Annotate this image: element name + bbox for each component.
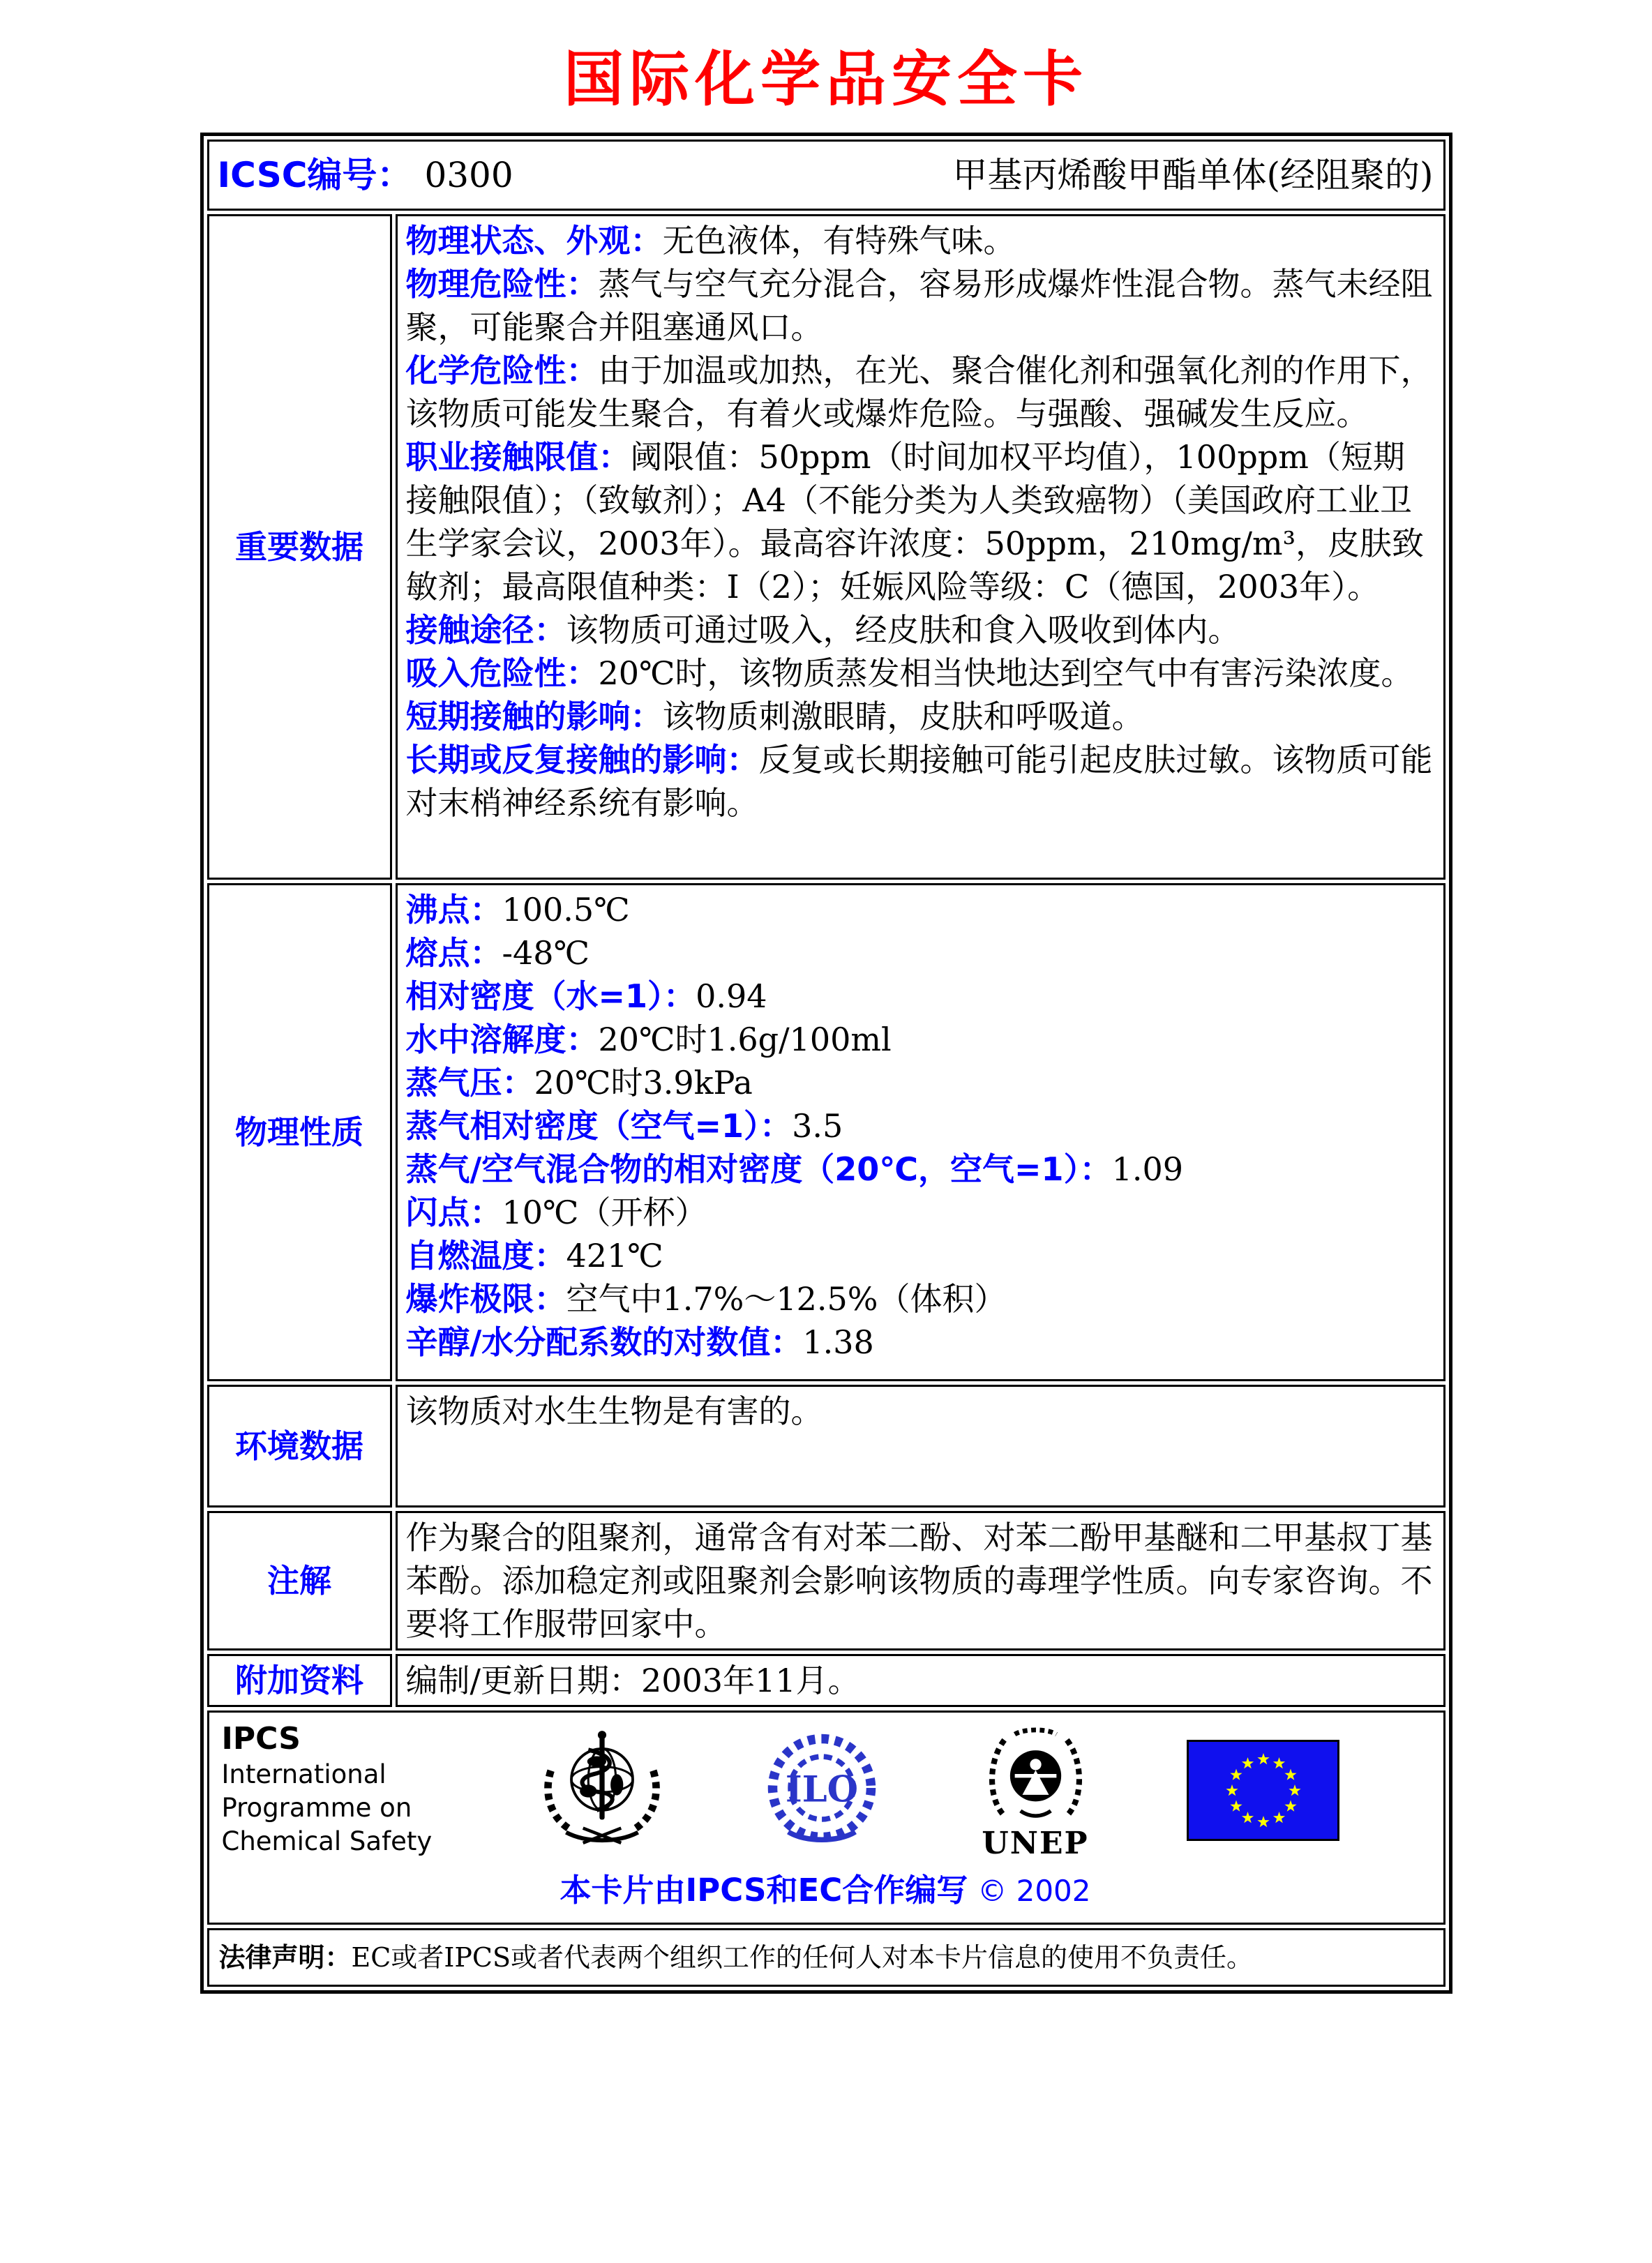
eu-flag-icon (1187, 1740, 1339, 1841)
icsc-number-value: 0300 (424, 155, 513, 195)
environmental-data-text: 该物质对水生生物是有害的。 (405, 1392, 823, 1430)
substance-name: 甲基丙烯酸甲酯单体(经阻聚的) (952, 155, 1434, 195)
table-row-important-data (207, 214, 1446, 880)
legal-notice-label: 法律声明： (218, 1942, 352, 1973)
property-value: 20℃时1.6g/100ml (598, 1021, 892, 1058)
row-label-physical-properties: 物理性质 (207, 883, 392, 1381)
ilo-logo-icon (759, 1727, 885, 1853)
property-label: 水中溶解度： (405, 1021, 599, 1058)
property-label: 爆炸极限： (405, 1280, 566, 1318)
item-text: 阈限值：50ppm（时间加权平均值），100ppm（短期接触限值）；（致敏剂）；A4（不能分类为人类致癌物）（美国政府工业卫生学家会议，2003年）。最高容许浓度：50ppm，210mg/m³，皮肤致敏剂；最高限值种类：I（2）；妊娠风险等级：C（德国，2003年）。 (405, 438, 1425, 606)
row-label-notes: 注解 (207, 1511, 392, 1651)
table-row-environmental-data (207, 1385, 1446, 1508)
item-text: 无色液体，有特殊气味。 (662, 222, 1016, 260)
physical-property (406, 975, 1434, 1018)
logos-cell (207, 1711, 1446, 1925)
notes-cell (396, 1511, 1446, 1651)
property-label: 熔点： (405, 934, 502, 972)
page-title: 国际化学品安全卡 (564, 45, 1088, 114)
physical-properties-cell (396, 883, 1446, 1381)
item-text: 该物质刺激眼睛，皮肤和呼吸道。 (662, 698, 1144, 735)
physical-property (406, 1191, 1434, 1234)
item-label: 接触途径： (405, 611, 566, 649)
additional-info-text: 编制/更新日期：2003年11月。 (405, 1662, 860, 1699)
physical-property (406, 931, 1434, 975)
unep-label: UNEP (982, 1826, 1089, 1861)
property-value: 100.5℃ (502, 891, 630, 928)
legal-cell (207, 1928, 1446, 1987)
ipcs-line: Chemical Safety (221, 1826, 433, 1857)
physical-property (406, 1061, 1434, 1104)
table-row-legal (207, 1928, 1446, 1987)
item-text: 该物质可通过吸入，经皮肤和食入吸收到体内。 (566, 611, 1240, 649)
item-label: 化学危险性： (405, 352, 599, 389)
physical-property (406, 1321, 1434, 1364)
physical-property (406, 1277, 1434, 1321)
row-label-additional-info: 附加资料 (207, 1654, 392, 1707)
ipcs-line: Programme on (221, 1793, 412, 1824)
property-value: -48℃ (502, 934, 590, 972)
property-label: 辛醇/水分配系数的对数值： (405, 1323, 803, 1361)
property-value: 3.5 (792, 1107, 843, 1145)
physical-property (406, 1234, 1434, 1277)
property-value: 空气中1.7%～12.5%（体积） (566, 1280, 1007, 1318)
table-row-additional-info (207, 1654, 1446, 1707)
item-label: 短期接触的影响： (405, 698, 663, 735)
important-data-item (406, 219, 1434, 262)
physical-property (406, 1018, 1434, 1061)
important-data-item (406, 349, 1434, 435)
unep-logo-icon (978, 1721, 1093, 1859)
property-label: 闪点： (405, 1194, 502, 1231)
property-label: 蒸气/空气混合物的相对密度（20℃，空气=1）： (405, 1150, 1112, 1188)
physical-property (406, 1148, 1434, 1191)
icsc-number-group (218, 153, 513, 197)
icsc-card-table (200, 133, 1452, 1994)
ipcs-text-block (222, 1721, 445, 1858)
property-value: 1.38 (802, 1323, 874, 1361)
legal-notice-text: EC或者IPCS或者代表两个组织工作的任何人对本卡片信息的使用不负责任。 (351, 1942, 1254, 1973)
table-row-physical-properties (207, 883, 1446, 1381)
item-label: 职业接触限值： (405, 438, 631, 476)
property-value: 0.94 (696, 977, 767, 1015)
important-data-item (406, 608, 1434, 652)
item-text: 20℃时，该物质蒸发相当快地达到空气中有害污染浓度。 (598, 654, 1413, 692)
property-value: 421℃ (566, 1237, 663, 1275)
notes-text: 作为聚合的阻聚剂，通常含有对苯二酚、对苯二酚甲基醚和二甲基叔丁基苯酚。添加稳定剂或阻聚剂会影响该物质的毒理学性质。向专家咨询。不要将工作服带回家中。 (405, 1519, 1433, 1643)
important-data-item (406, 262, 1434, 349)
property-label: 自燃温度： (405, 1237, 566, 1275)
property-label: 蒸气相对密度（空气=1）： (405, 1107, 793, 1145)
property-value: 10℃（开杯） (502, 1194, 707, 1231)
header-cell (207, 140, 1446, 211)
important-data-cell (396, 214, 1446, 880)
item-text: 由于加温或加热，在光、聚合催化剂和强氧化剂的作用下，该物质可能发生聚合，有着火或爆炸危险。与强酸、强碱发生反应。 (405, 352, 1433, 433)
table-row-notes (207, 1511, 1446, 1651)
physical-property (406, 1104, 1434, 1148)
item-label: 物理状态、外观： (405, 222, 663, 260)
ilo-letters: ILO (785, 1768, 858, 1811)
copyright-text: © 2002 (977, 1874, 1091, 1908)
table-row-header (207, 140, 1446, 211)
important-data-item (406, 435, 1434, 608)
row-label-environmental-data: 环境数据 (207, 1385, 392, 1508)
property-label: 沸点： (405, 891, 502, 928)
item-label: 物理危险性： (405, 265, 599, 303)
who-logo-icon (539, 1727, 666, 1854)
row-label-important-data: 重要数据 (207, 214, 392, 880)
ipcs-acronym: IPCS (221, 1721, 301, 1757)
important-data-item (406, 695, 1434, 738)
item-label: 长期或反复接触的影响： (405, 741, 759, 779)
property-value: 20℃时3.9kPa (534, 1064, 753, 1102)
cooperation-caption (218, 1869, 1434, 1913)
table-row-logos (207, 1711, 1446, 1925)
important-data-item (406, 738, 1434, 825)
icsc-number-label: ICSC编号： (217, 155, 412, 195)
environmental-data-cell (396, 1385, 1446, 1508)
property-value: 1.09 (1111, 1150, 1183, 1188)
additional-info-cell (396, 1654, 1446, 1707)
physical-property (406, 888, 1434, 931)
logos-band (218, 1715, 1434, 1859)
item-text: 蒸气与空气充分混合，容易形成爆炸性混合物。蒸气未经阻聚，可能聚合并阻塞通风口。 (405, 265, 1433, 346)
property-label: 相对密度（水=1）： (405, 977, 696, 1015)
important-data-item (406, 652, 1434, 695)
ipcs-line: International (221, 1759, 386, 1790)
cooperation-caption-text: 本卡片由IPCS和EC合作编写 (560, 1872, 968, 1909)
item-text: 反复或长期接触可能引起皮肤过敏。该物质可能对末梢神经系统有影响。 (405, 741, 1433, 822)
item-label: 吸入危险性： (405, 654, 599, 692)
property-label: 蒸气压： (405, 1064, 534, 1102)
